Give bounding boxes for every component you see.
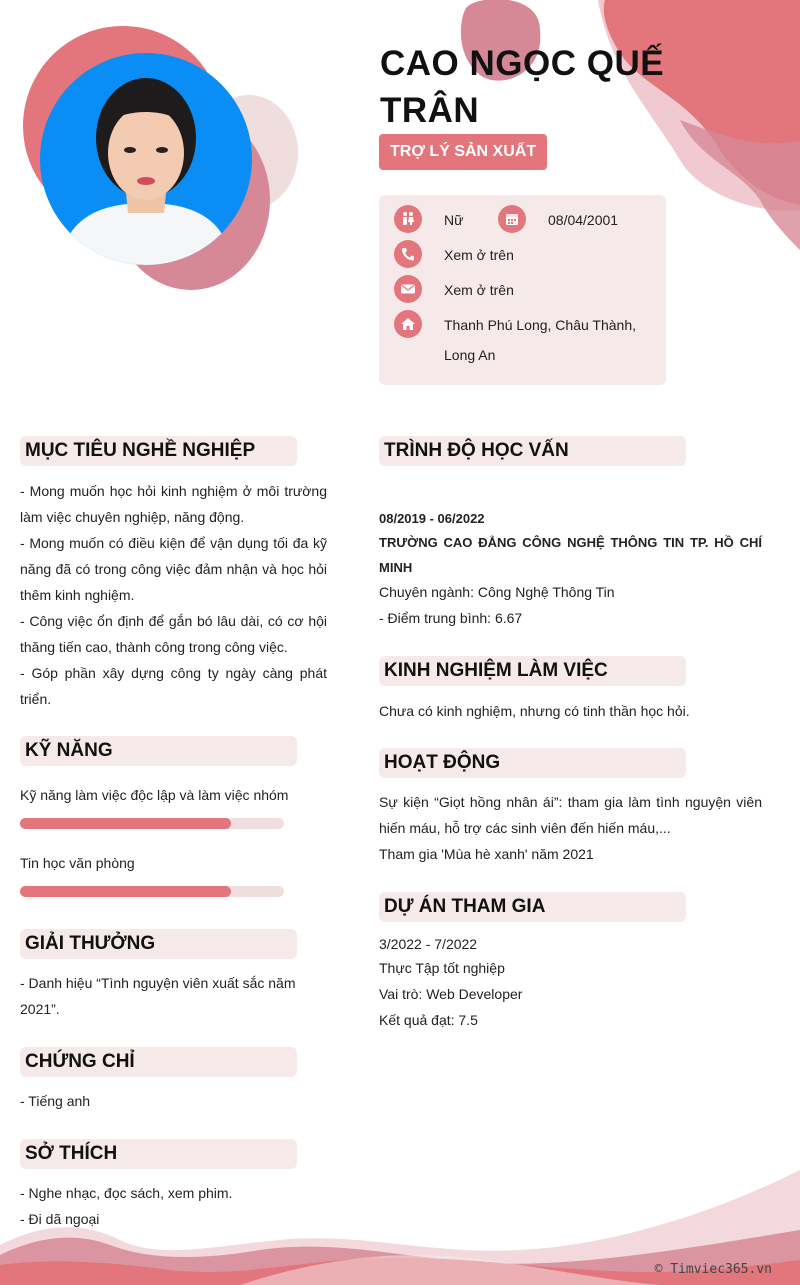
gender-value: Nữ [444,212,464,228]
candidate-name-line1: CAO NGỌC QUẾ [380,44,665,83]
project-result: Kết quả đạt: 7.5 [379,1012,478,1028]
certificates-text: - Tiếng anh [20,1093,91,1109]
phone-value: Xem ở trên [444,247,514,263]
skill-bar [20,886,284,897]
education-gpa: - Điểm trung bình: 6.67 [379,610,523,626]
education-section-title: TRÌNH ĐỘ HỌC VẤN [379,436,686,466]
mail-icon [394,275,422,303]
hobbies-section-title: SỞ THÍCH [20,1139,297,1169]
awards-text: - Danh hiệu “Tình nguyện viên xuất sắc năm 2021”. [20,975,296,1017]
activities-text-2: Tham gia 'Mùa hè xanh' năm 2021 [379,846,594,862]
candidate-name-line2: TRÂN [380,91,480,130]
person-silhouette-icon [40,53,252,265]
awards-section-title: GIẢI THƯỞNG [20,929,297,959]
hobby-item: - Đi dã ngoại [20,1211,100,1227]
education-period: 08/2019 - 06/2022 [379,511,485,526]
skill-label: Tin học văn phòng [20,855,135,871]
address-line2: Long An [444,347,496,363]
skills-section-title: KỸ NĂNG [20,736,297,766]
certificates-section-title: CHỨNG CHỈ [20,1047,297,1077]
email-value: Xem ở trên [444,282,514,298]
objective-line: - Mong muốn học hỏi kinh nghiệm ở môi trường làm việc chuyên nghiệp, năng động. [20,483,327,525]
calendar-icon [498,205,526,233]
activities-text-1: Sự kiện “Giọt hồng nhân ái”: tham gia làm tình nguyện viên hiến máu, hỗ trợ các sinh viên đến hiến máu,... [379,794,762,836]
objective-line: - Góp phần xây dựng công ty ngày càng phát triển. [20,665,327,707]
phone-icon [394,240,422,268]
activities-section-title: HOẠT ĐỘNG [379,748,686,778]
skill-bar-fill [20,818,231,829]
candidate-name [380,40,680,134]
education-school: TRƯỜNG CAO ĐẲNG CÔNG NGHỆ THÔNG TIN TP. HỒ CHÍ MINH [379,535,762,575]
gender-icon [394,205,422,233]
project-name: Thực Tập tốt nghiệp [379,960,505,976]
skill-label: Kỹ năng làm việc độc lập và làm việc nhóm [20,787,289,803]
objective-text [20,478,327,712]
job-title-badge: TRỢ LÝ SẢN XUẤT [379,134,547,170]
education-major: Chuyên ngành: Công Nghệ Thông Tin [379,584,615,600]
birthdate-value: 08/04/2001 [548,212,619,228]
project-role: Vai trò: Web Developer [379,986,523,1002]
skill-bar [20,818,284,829]
objective-line: - Mong muốn có điều kiện để vận dụng tối đa kỹ năng đã có trong công việc đảm nhận và học hỏi thêm kinh nghiệm. [20,535,327,603]
hobby-item: - Nghe nhạc, đọc sách, xem phim. [20,1185,233,1201]
project-period: 3/2022 - 7/2022 [379,936,478,952]
objective-section-title: MỤC TIÊU NGHỀ NGHIỆP [20,436,297,466]
objective-line: - Công việc ổn định để gắn bó lâu dài, có cơ hội thăng tiến cao, thành công trong công việc. [20,613,327,655]
home-icon [394,310,422,338]
projects-section-title: DỰ ÁN THAM GIA [379,892,686,922]
experience-section-title: KINH NGHIỆM LÀM VIỆC [379,656,686,686]
experience-text: Chưa có kinh nghiệm, nhưng có tinh thần học hỏi. [379,703,690,719]
address-line1: Thanh Phú Long, Châu Thành, [444,317,637,333]
footer-copyright: © Timviec365.vn [654,1262,772,1277]
skill-bar-fill [20,886,231,897]
personal-info-box [379,195,666,385]
avatar-photo [40,53,252,265]
